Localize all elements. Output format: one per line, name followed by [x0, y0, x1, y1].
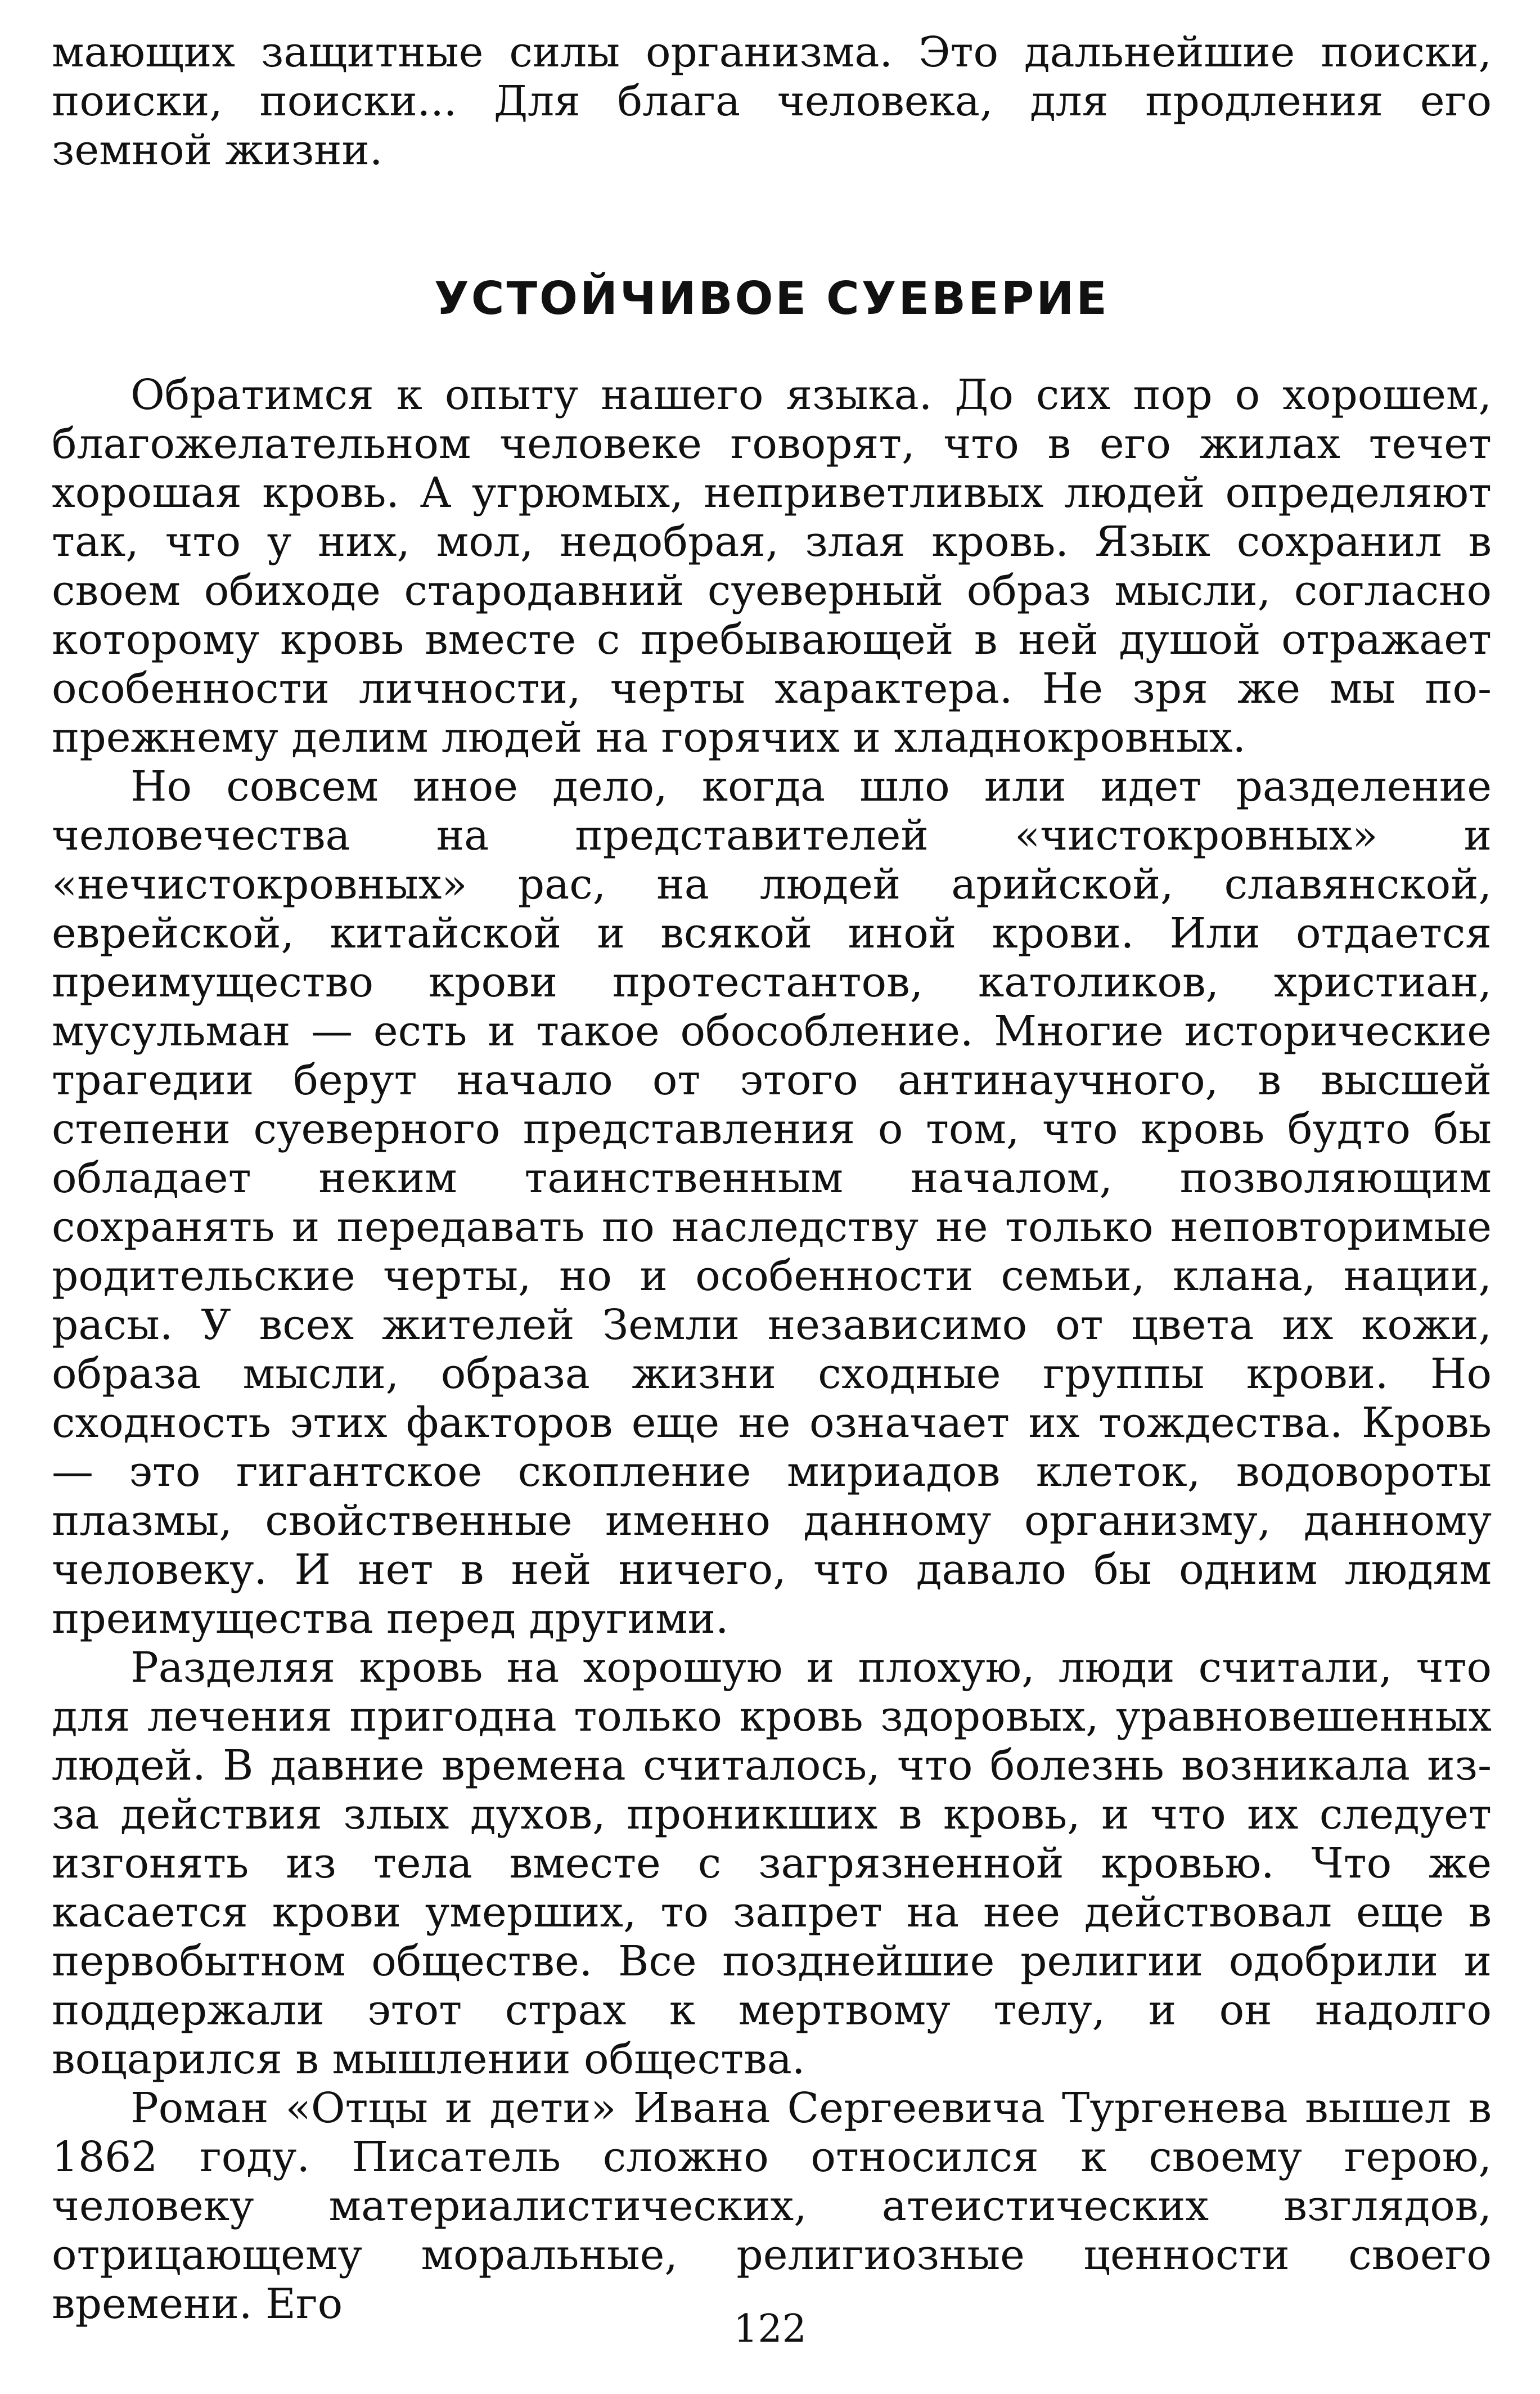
body-paragraph: Но совсем иное дело, когда шло или идет разделение человечества на представителей «чистокровных» и «нечистокровных» рас, на людей арийской, славянской, еврейской, китайской и всякой иной крови. Или отдается преимущество крови протестантов, католиков, христиан, мусульман — есть и такое обособление. Многие исторические трагедии берут начало от этого антинаучного, в высшей степени суеверного представления о том, что кровь будто бы обладает неким таинственным началом, позволяющим сохранять и передавать по наследству не только неповторимые родительские черты, но и особенности семьи, клана, нации, расы. У всех жителей Земли независимо от цвета их кожи, образа мысли, образа жизни сходные группы крови. Но сходность этих факторов еще не означает их тождества. Кровь — это гигантское скопление мириадов клеток, водовороты плазмы, свойственные именно данному организму, данному человеку. И нет в ней ничего, что давало бы одним людям преимущества перед другими.: [52, 762, 1492, 1643]
body-paragraph: Обратимся к опыту нашего языка. До сих пор о хорошем, благожелательном человеке говорят, что в его жилах течет хорошая кровь. А угрюмых, неприветливых людей определяют так, что у них, мол, недобрая, злая кровь. Язык сохранил в своем обиходе стародавний суеверный образ мысли, согласно которому кровь вместе с пребывающей в ней душой отражает особенности личности, черты характера. Не зря же мы по-прежнему делим людей на горячих и хладнокровных.: [52, 371, 1492, 762]
section-title: УСТОЙЧИВОЕ СУЕВЕРИЕ: [434, 272, 1109, 325]
page-number: 122: [733, 2307, 807, 2351]
body-paragraph: Роман «Отцы и дети» Ивана Сергеевича Тургенева вышел в 1862 году. Писатель сложно относился к своему герою, человеку материалистических, атеистических взглядов, отрицающему моральные, религиозные ценности своего времени. Его: [52, 2084, 1492, 2328]
book-page: [52, 28, 1492, 2329]
body-paragraph: Разделяя кровь на хорошую и плохую, люди считали, что для лечения пригодна только кровь здоровых, уравновешенных людей. В давние времена считалось, что болезнь возникала из-за действия злых духов, проникших в кровь, и что их следует изгонять из тела вместе с загрязненной кровью. Что же касается крови умерших, то запрет на нее действовал еще в первобытном обществе. Все позднейшие религии одобрили и поддержали этот страх к мертвому телу, и он надолго воцарился в мышлении общества.: [52, 1643, 1492, 2083]
intro-paragraph: мающих защитные силы организма. Это дальнейшие поиски, поиски, поиски... Для блага человека, для продления его земной жизни.: [52, 28, 1492, 174]
